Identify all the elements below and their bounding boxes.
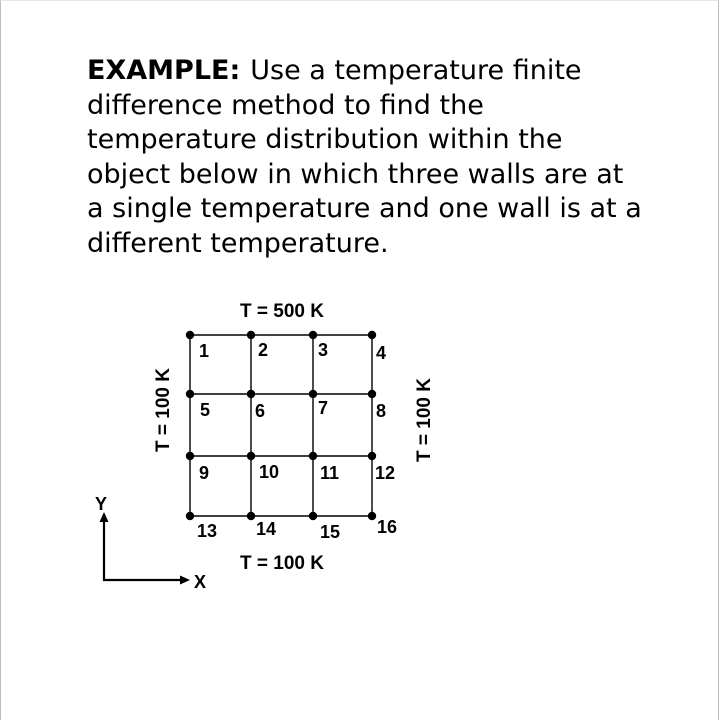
node-13-dot (186, 512, 194, 520)
grid-nodes (186, 331, 376, 520)
node-label-1: 1 (199, 341, 210, 361)
node-5-dot (186, 390, 194, 398)
bottom-boundary-label: T = 100 K (240, 553, 324, 574)
node-12-dot (368, 452, 376, 460)
x-axis-label: X (194, 572, 207, 592)
node-3-dot (309, 331, 317, 339)
node-8-dot (368, 390, 376, 398)
node-2-dot (247, 331, 255, 339)
node-labels (197, 340, 397, 542)
left-boundary-label: T = 100 K (153, 368, 174, 452)
node-label-8: 8 (376, 401, 387, 421)
right-boundary-label: T = 100 K (414, 378, 435, 462)
node-label-14: 14 (256, 519, 277, 539)
node-9-dot (186, 452, 194, 460)
node-label-7: 7 (318, 398, 329, 418)
node-15-dot (309, 512, 317, 520)
x-axis-arrowhead (180, 576, 190, 585)
node-label-15: 15 (320, 522, 341, 542)
node-11-dot (309, 452, 317, 460)
node-label-13: 13 (197, 521, 218, 541)
node-10-dot (247, 452, 255, 460)
node-6-dot (247, 390, 255, 398)
node-label-10: 10 (259, 462, 280, 482)
node-1-dot (186, 331, 194, 339)
example-heading: EXAMPLE: (87, 55, 241, 86)
node-16-dot (368, 512, 376, 520)
node-4-dot (368, 331, 376, 339)
node-label-3: 3 (318, 340, 329, 360)
node-label-5: 5 (200, 400, 211, 420)
top-boundary-label: T = 500 K (240, 301, 324, 322)
node-label-6: 6 (255, 401, 266, 421)
problem-text: Use a temperature finite difference method to find the temperature distribution within the object below in which three walls are at a single temperature and one wall is at a different temperature. (87, 55, 642, 259)
node-7-dot (309, 390, 317, 398)
node-label-16: 16 (377, 517, 398, 537)
node-label-9: 9 (199, 463, 210, 483)
node-label-4: 4 (376, 343, 387, 363)
grid-lines (190, 335, 372, 516)
node-label-12: 12 (375, 463, 396, 483)
y-axis-label: Y (95, 494, 108, 514)
node-14-dot (247, 512, 255, 520)
node-label-2: 2 (258, 340, 269, 360)
node-label-11: 11 (320, 463, 340, 483)
